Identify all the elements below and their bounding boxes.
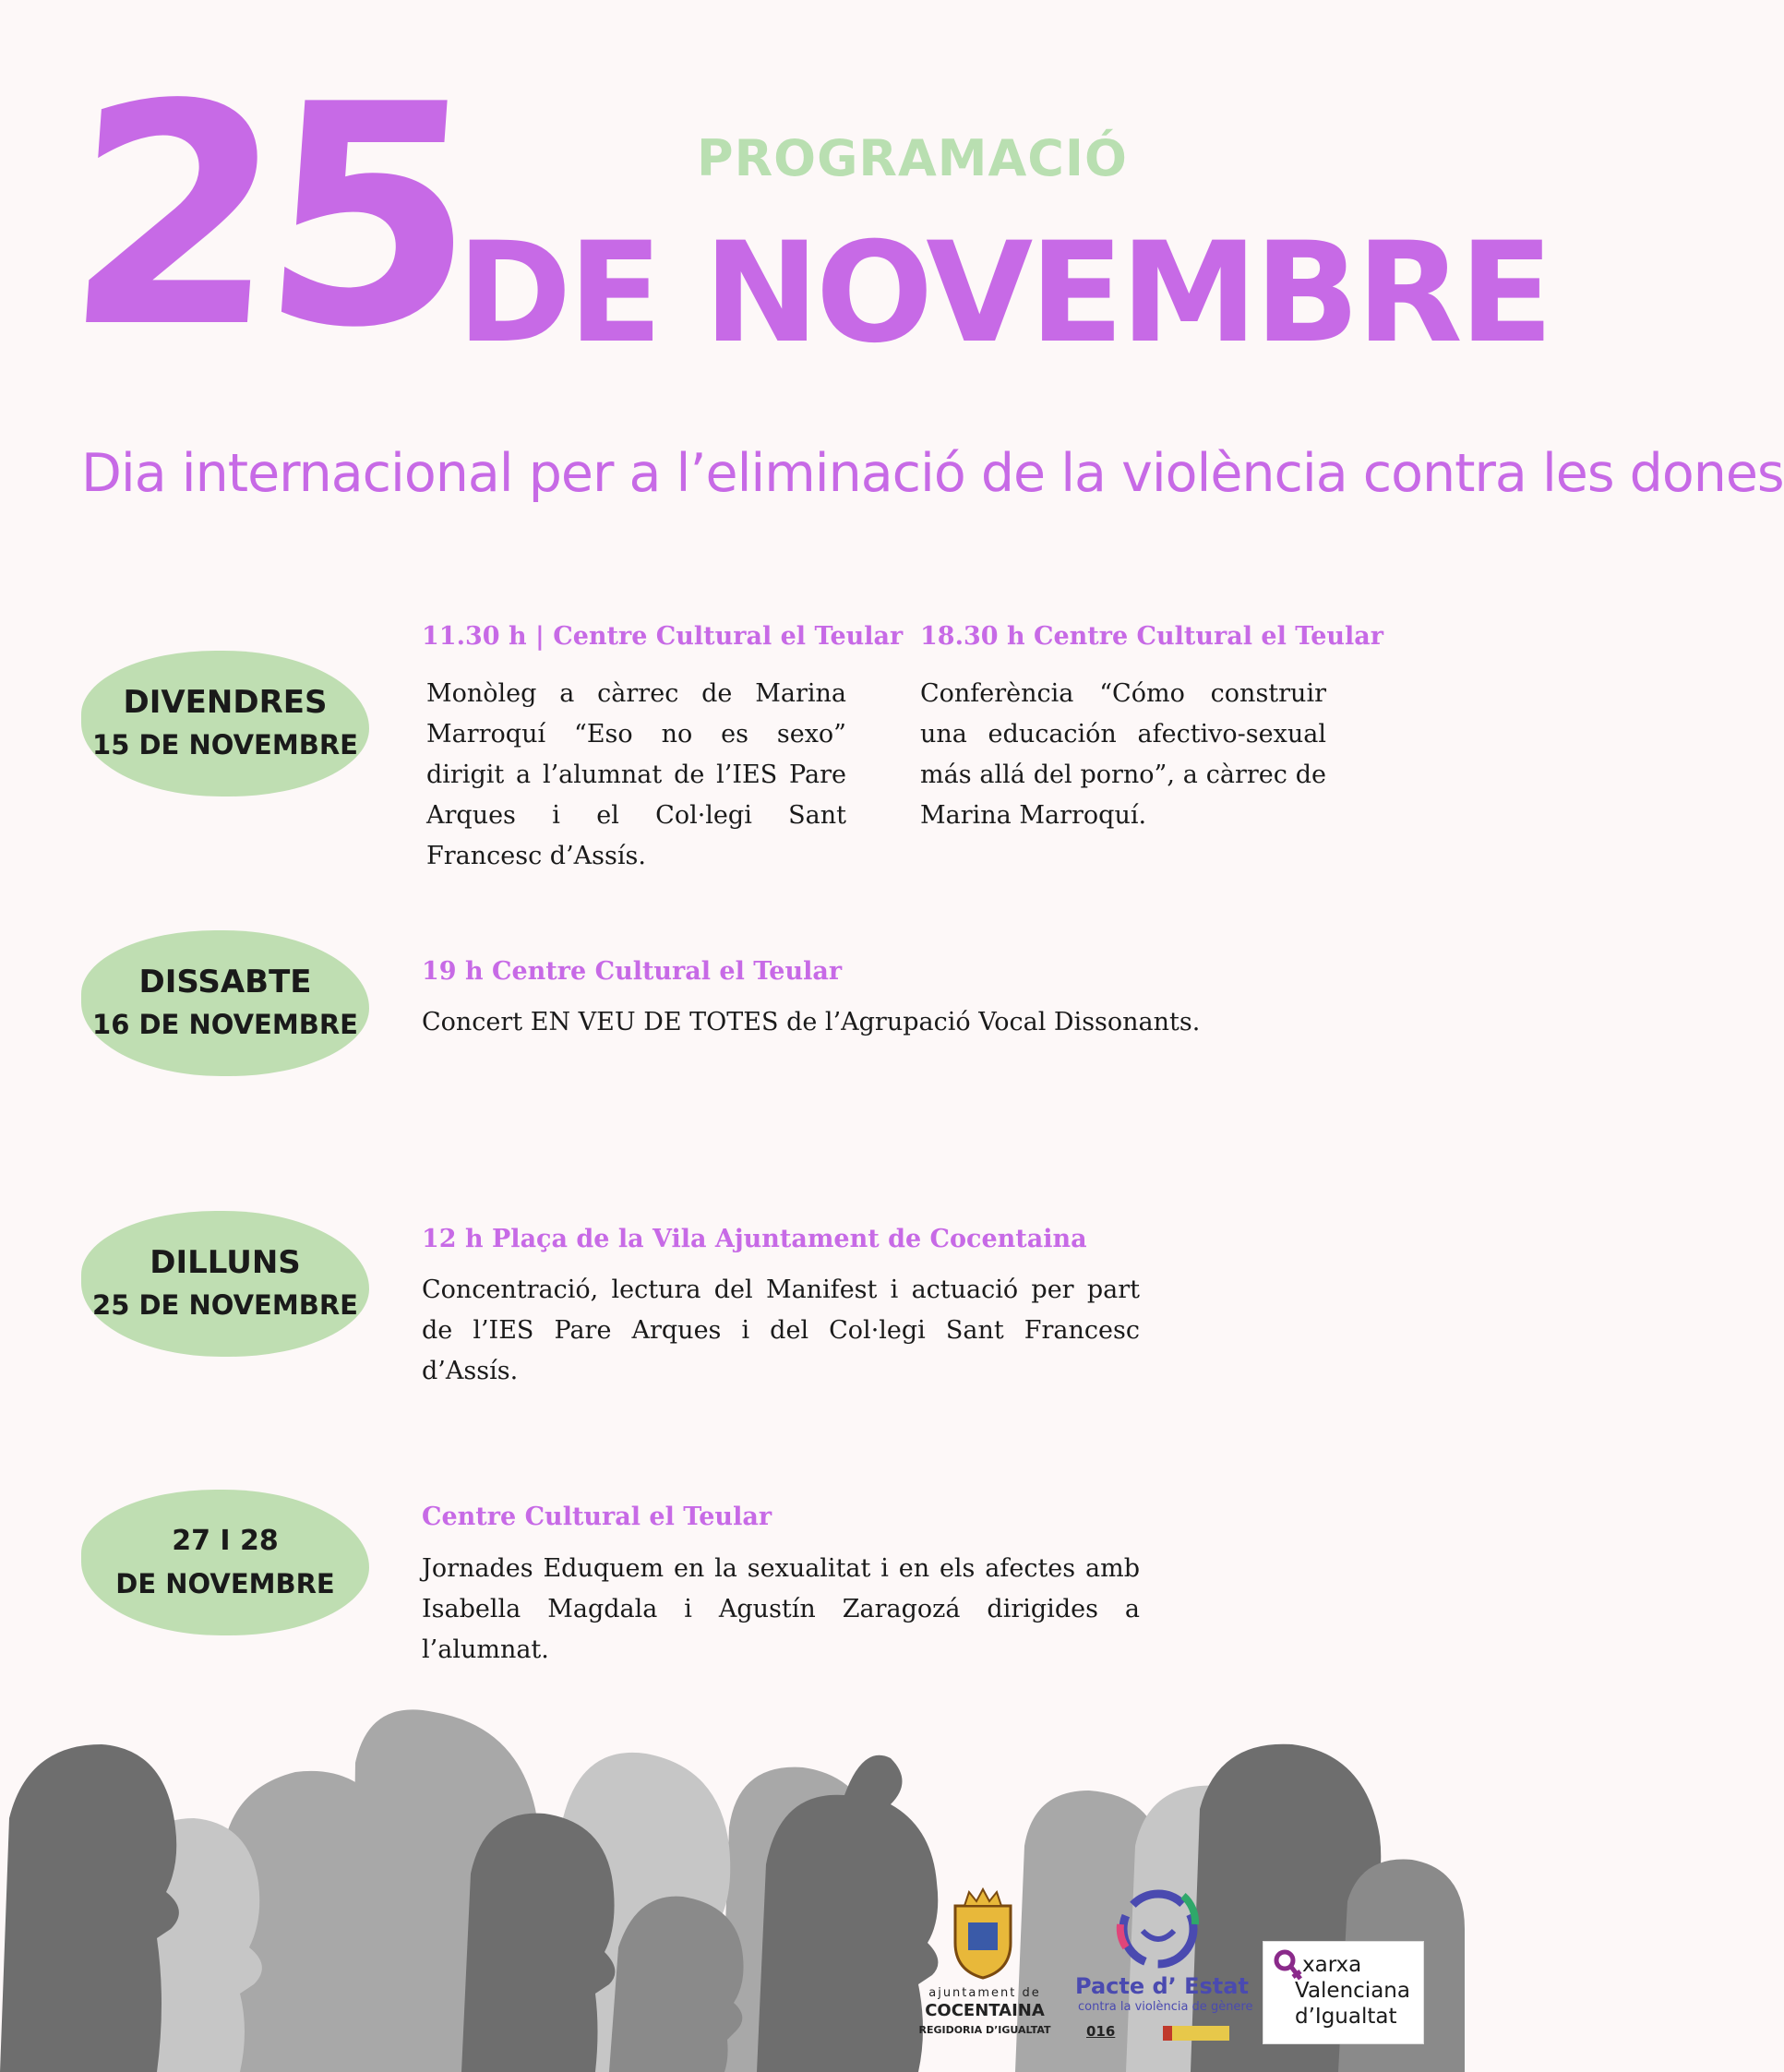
event-heading: Centre Cultural el Teular: [422, 1503, 772, 1531]
pacte-title: Pacte d’ Estat: [1075, 1973, 1249, 1999]
women-silhouettes-illustration: [0, 1707, 1465, 2072]
event-heading: 18.30 h Centre Cultural el Teular: [920, 622, 1384, 651]
event-text: Concert EN VEU DE TOTES de l’Agrupació Vocal Dissonants.: [422, 1008, 1201, 1036]
event-heading: 12 h Plaça de la Vila Ajuntament de Cocentaina: [422, 1225, 1087, 1253]
regidoria-label: REGIDORIA D’IGUALTAT: [918, 2024, 1051, 2036]
ajuntament-name: COCENTAINA: [925, 2001, 1045, 2020]
date-badge-15: [81, 651, 369, 796]
date-day: 27 I 28: [172, 1525, 279, 1557]
subtitle: Dia internacional per a l’eliminació de la violència contra les dones: [81, 443, 1784, 504]
event-text: Jornades Eduquem en la sexualitat i en els afectes amb Isabella Magdala i Agustín Zaragozá dirigides a l’alumnat.: [422, 1554, 1140, 1664]
xarxa-line2: Valenciana: [1295, 1979, 1410, 2003]
pacte-subtitle: contra la violència de gènere: [1078, 2000, 1253, 2014]
programacio-label: PROGRAMACIÓ: [697, 129, 1128, 187]
date-badge-25: [81, 1211, 369, 1357]
date-month: 25 DE NOVEMBRE: [92, 1289, 358, 1321]
date-month: 16 DE NOVEMBRE: [92, 1009, 358, 1040]
event-heading: 19 h Centre Cultural el Teular: [422, 957, 843, 986]
government-logo-icon: [1163, 2026, 1229, 2041]
pacte-estat-logo-icon: [1108, 1883, 1209, 1975]
date-badge-27-28: [81, 1490, 369, 1635]
pacte-phone: 016: [1086, 2023, 1116, 2040]
event-text: Conferència “Cómo construir una educación afectivo-sexual más allá del porno”, a càrrec de Marina Marroquí.: [920, 679, 1326, 830]
date-badge-16: [81, 930, 369, 1076]
date-day: DILLUNS: [150, 1244, 301, 1281]
ajuntament-label: ajuntament de: [928, 1986, 1041, 2000]
event-heading: 11.30 h | Centre Cultural el Teular: [422, 622, 904, 651]
date-month: DE NOVEMBRE: [115, 1568, 335, 1599]
date-day: DIVENDRES: [123, 684, 328, 721]
xarxa-line3: d’Igualtat: [1295, 2005, 1397, 2029]
date-day: DISSABTE: [138, 964, 312, 1000]
event-text: Monòleg a càrrec de Marina Marroquí “Eso no es sexo” dirigit a l’alumnat de l’IES Pare Arques i el Col·legi Sant Francesc d’Assís.: [426, 679, 846, 870]
event-text: Concentració, lectura del Manifest i actuació per part de l’IES Pare Arques i del Col·legi Sant Francesc d’Assís.: [422, 1276, 1140, 1385]
date-month: 15 DE NOVEMBRE: [92, 729, 358, 761]
day-number: 25: [56, 40, 473, 394]
xarxa-igualtat-logo: [1263, 1941, 1424, 2044]
cocentaina-coat-of-arms-icon: [946, 1887, 1020, 1980]
xarxa-line1: xarxa: [1302, 1953, 1362, 1977]
month-title: DE NOVEMBRE: [457, 213, 1551, 374]
